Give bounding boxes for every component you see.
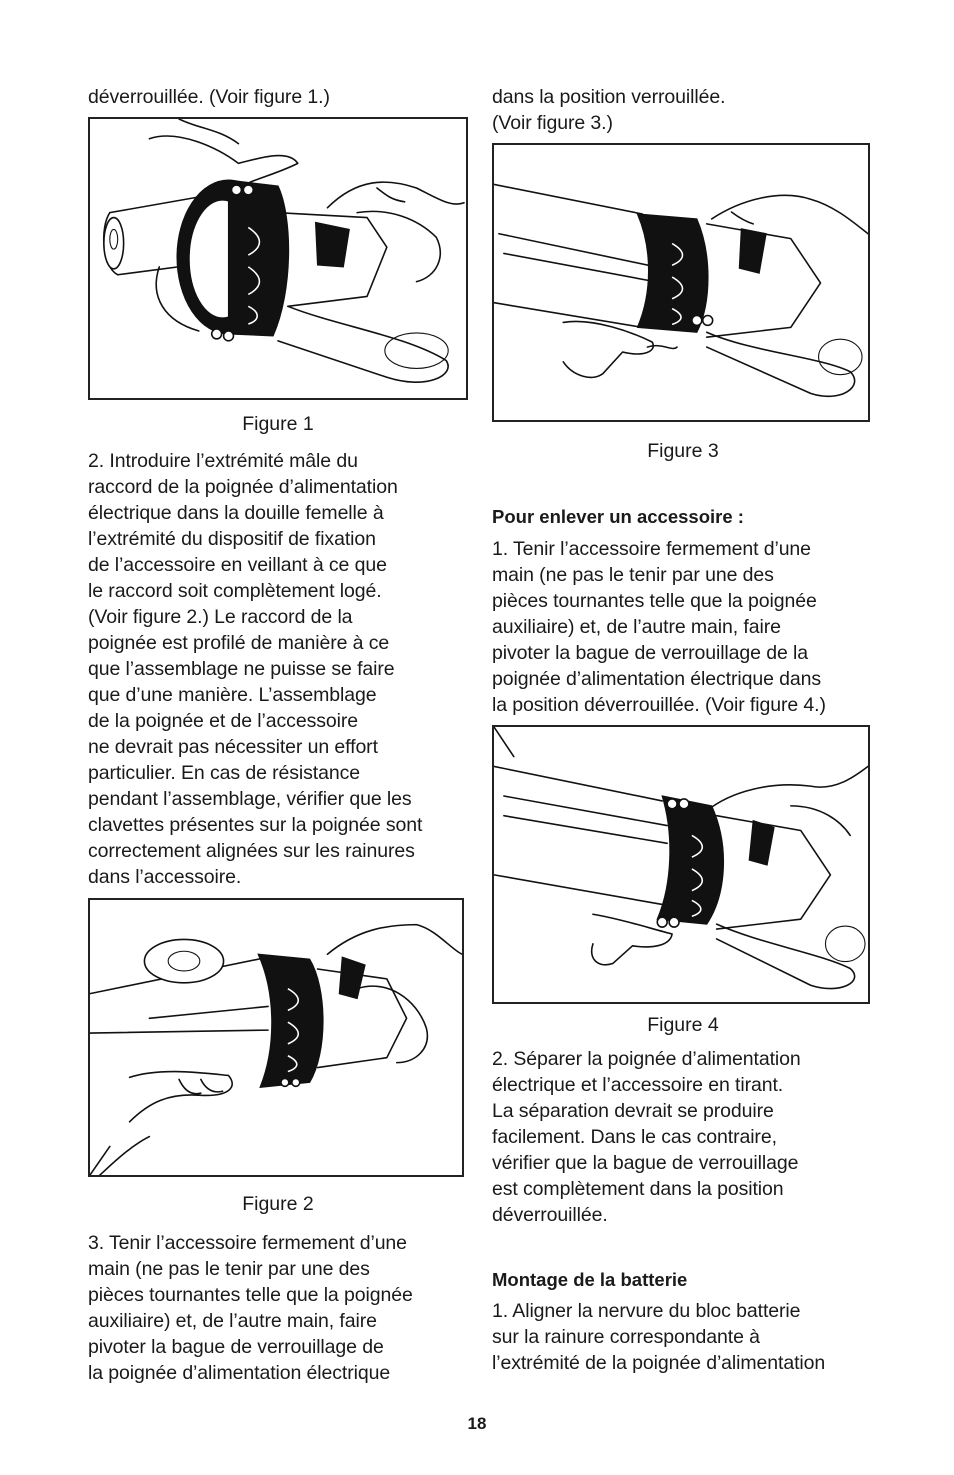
right-remove-step-1-text: 1. Tenir l’accessoire fermement d’une main (ne pas le tenir par une des pièces tournantes telle que la poignée auxiliaire) et, de l’autre main, faire pivoter la bague de verrouillage de la poignée d’alimentation électrique dans la position déverrouillée. (Voir figure 4.): [492, 538, 826, 716]
figure-4-caption: Figure 4: [647, 1014, 719, 1036]
figure-2-drawing: [90, 900, 462, 1175]
figure-3-caption: Figure 3: [647, 440, 719, 462]
figure-1-illustration: [88, 117, 468, 400]
right-intro-text: dans la position verrouillée. (Voir figure 3.): [492, 86, 726, 134]
figure-3-illustration: [492, 143, 870, 422]
right-remove-step-2-text: 2. Séparer la poignée d’alimentation électrique et l’accessoire en tirant. La séparation devrait se produire facilement. Dans le cas contraire, vérifier que la bague de verrouillage est complètement dans la position déverrouillée.: [492, 1048, 801, 1226]
section-heading-remove-accessory: Pour enlever un accessoire :: [492, 506, 744, 527]
right-battery-step-1-text: 1. Aligner la nervure du bloc batterie sur la rainure correspondante à l’extrémité de la poignée d’alimentation: [492, 1300, 826, 1374]
figure-4-illustration: [492, 725, 870, 1004]
figure-2-illustration: [88, 898, 464, 1177]
figure-3-drawing: [494, 145, 868, 420]
left-step-2-text: 2. Introduire l’extrémité mâle du raccord de la poignée d’alimentation électrique dans la douille femelle à l’extrémité du dispositif de fixation de l’accessoire en veillant à ce que le raccord soit complètement logé. (Voir figure 2.) Le raccord de la poignée est profilé de manière à ce que l’assemblage ne puisse se faire que d’une manière. L’assemblage de la poignée et de l’accessoire ne devrait pas nécessiter un effort particulier. En cas de résistance pendant l’assemblage, vérifier que les clavettes présentes sur la poignée sont correctement alignées sur les rainures dans l’accessoire.: [88, 450, 423, 888]
figure-4-drawing: [494, 727, 868, 1002]
left-step-3-text: 3. Tenir l’accessoire fermement d’une main (ne pas le tenir par une des pièces tournantes telle que la poignée auxiliaire) et, de l’autre main, faire pivoter la bague de verrouillage de la poignée d’alimentation électrique: [88, 1232, 413, 1384]
left-intro-text: déverrouillée. (Voir figure 1.): [88, 86, 330, 108]
section-heading-battery: Montage de la batterie: [492, 1269, 688, 1290]
figure-1-drawing: [90, 119, 466, 398]
figure-2-caption: Figure 2: [242, 1193, 314, 1215]
page-number: 18: [467, 1414, 487, 1433]
figure-1-caption: Figure 1: [242, 413, 314, 435]
